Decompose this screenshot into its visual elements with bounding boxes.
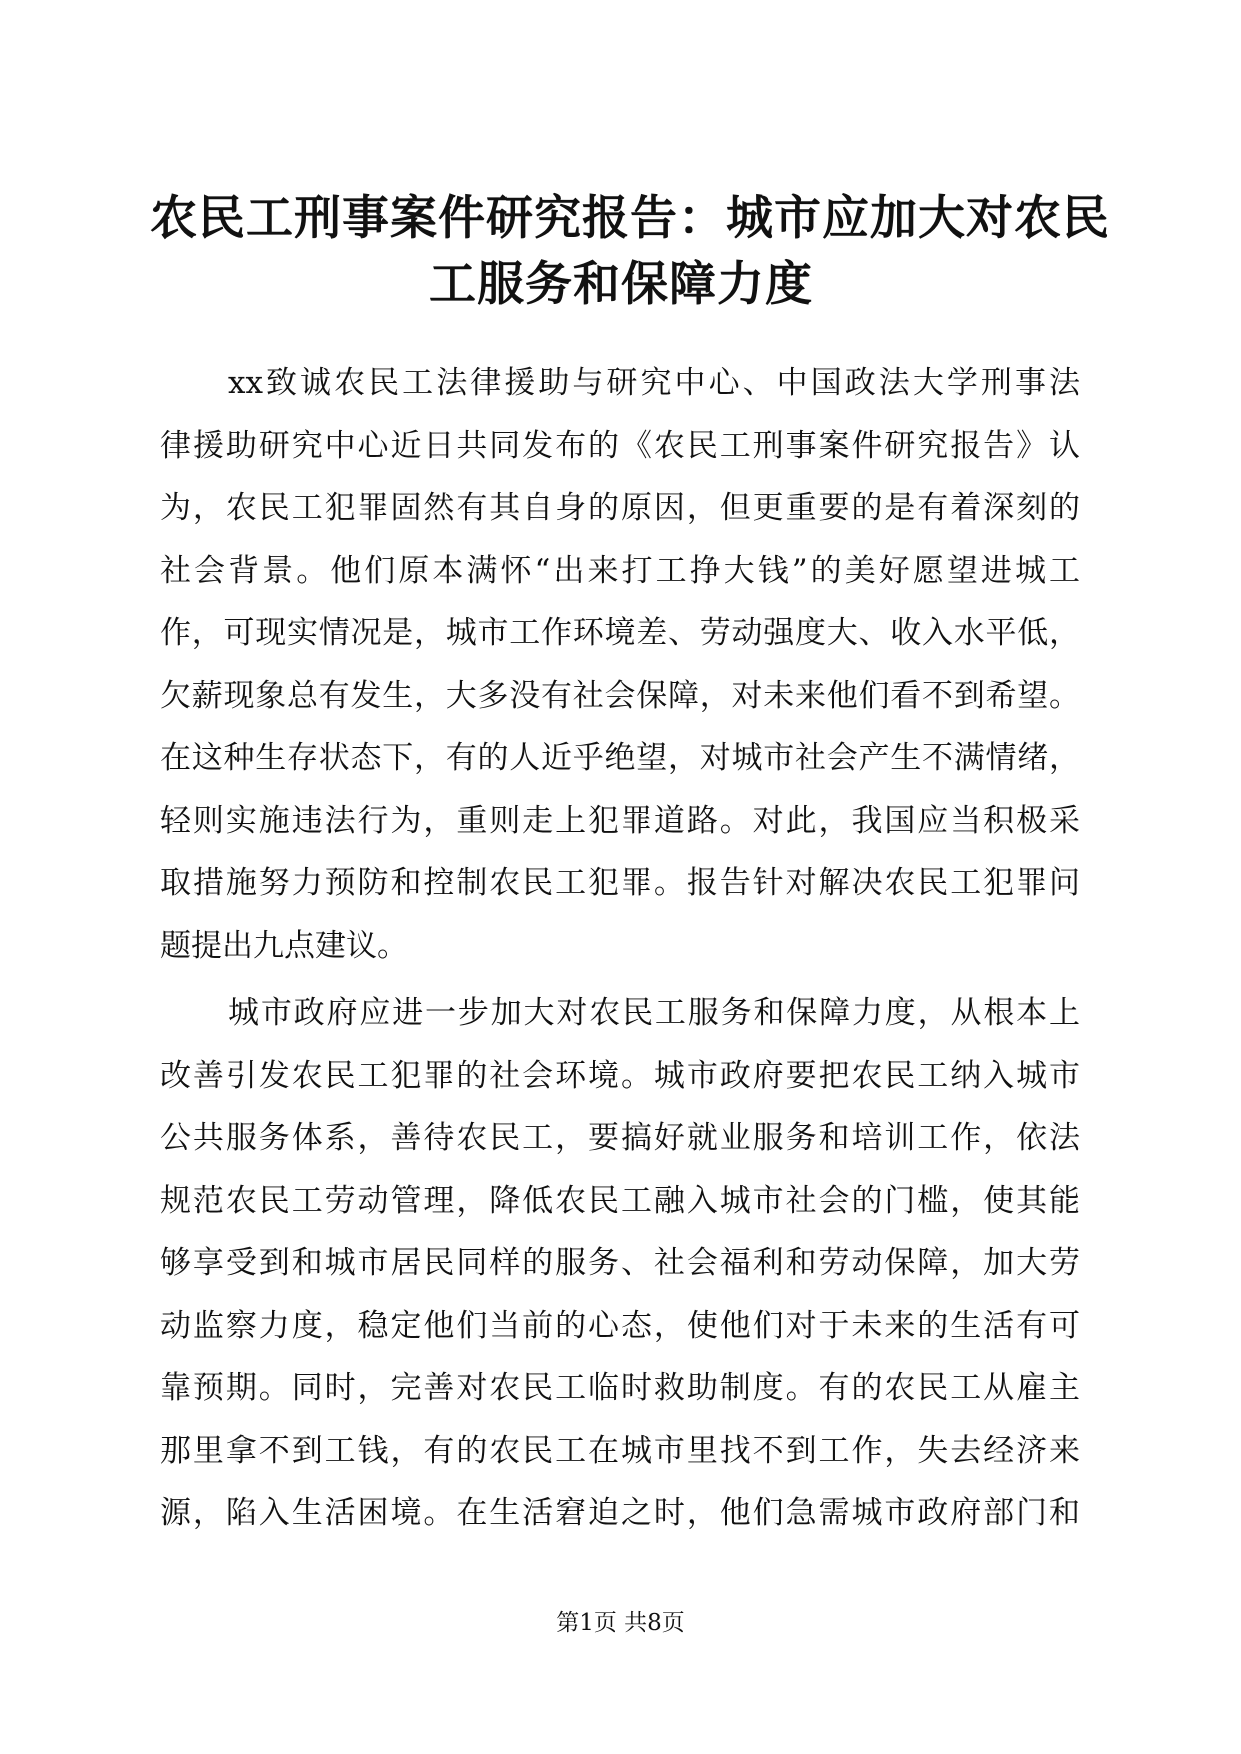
document-body bbox=[160, 352, 1080, 1550]
page-number-label: 第1页 共8页 bbox=[556, 1610, 685, 1636]
paragraph-1 bbox=[160, 352, 1080, 977]
title-line-2: 工服务和保障力度 bbox=[429, 257, 813, 312]
paragraph-line: xx致诚农民工法律援助与研究中心、中国政法大学刑事法 bbox=[228, 365, 1080, 401]
paragraph-line: 源，陷入生活困境。在生活窘迫之时，他们急需城市政府部门和 bbox=[160, 1495, 1080, 1531]
paragraph-2 bbox=[160, 982, 1080, 1545]
paragraph-line: 为，农民工犯罪固然有其自身的原因，但更重要的是有着深刻的 bbox=[160, 490, 1080, 526]
paragraph-line: 在这种生存状态下，有的人近乎绝望，对城市社会产生不满情绪， bbox=[160, 740, 1080, 776]
paragraph-line: 公共服务体系，善待农民工，要搞好就业服务和培训工作，依法 bbox=[160, 1120, 1080, 1156]
paragraph-line: 够享受到和城市居民同样的服务、社会福利和劳动保障，加大劳 bbox=[160, 1245, 1080, 1281]
paragraph-line: 轻则实施违法行为，重则走上犯罪道路。对此，我国应当积极采 bbox=[160, 802, 1080, 839]
paragraph-line: 动监察力度，稳定他们当前的心态，使他们对于未来的生活有可 bbox=[160, 1307, 1080, 1344]
paragraph-line: 作，可现实情况是，城市工作环境差、劳动强度大、收入水平低， bbox=[160, 615, 1080, 651]
paragraph-line: 规范农民工劳动管理，降低农民工融入城市社会的门槛，使其能 bbox=[160, 1182, 1080, 1219]
paragraph-line: 靠预期。同时，完善对农民工临时救助制度。有的农民工从雇主 bbox=[160, 1370, 1080, 1406]
title-line-1: 农民工刑事案件研究报告：城市应加大对农民 bbox=[150, 191, 1110, 246]
paragraph-line: 城市政府应进一步加大对农民工服务和保障力度，从根本上 bbox=[228, 995, 1080, 1031]
page-footer bbox=[0, 1608, 1241, 1638]
paragraph-line: 社会背景。他们原本满怀“出来打工挣大钱”的美好愿望进城工 bbox=[160, 552, 1080, 589]
paragraph-line: 取措施努力预防和控制农民工犯罪。报告针对解决农民工犯罪问 bbox=[160, 865, 1080, 901]
document-title bbox=[150, 186, 1110, 318]
paragraph-line: 改善引发农民工犯罪的社会环境。城市政府要把农民工纳入城市 bbox=[160, 1057, 1080, 1094]
paragraph-line: 那里拿不到工钱，有的农民工在城市里找不到工作，失去经济来 bbox=[160, 1432, 1080, 1469]
paragraph-line: 题提出九点建议。 bbox=[160, 927, 408, 964]
paragraph-line: 欠薪现象总有发生，大多没有社会保障，对未来他们看不到希望。 bbox=[160, 677, 1080, 714]
paragraph-line: 律援助研究中心近日共同发布的《农民工刑事案件研究报告》认 bbox=[160, 427, 1080, 464]
